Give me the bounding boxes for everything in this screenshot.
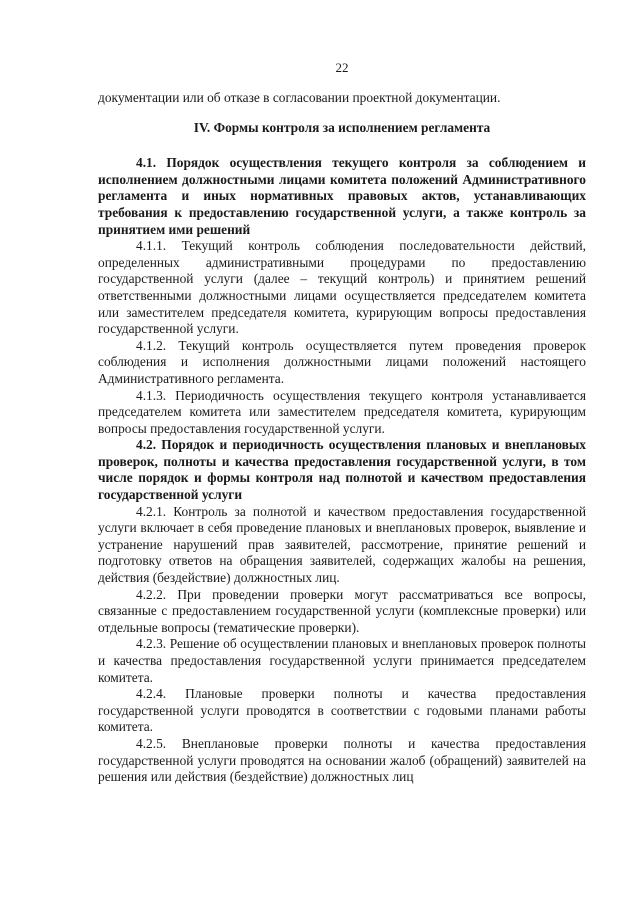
paragraph-4-1-1: 4.1.1. Текущий контроль соблюдения последовательности действий, определенных административными процедурами по предоставлению государственной услуги (далее – текущий контроль) и принятием решений ответственными должностными лицами осуществляется председателем комитета или заместителем председателя комитета, курирующим вопросы предоставления государственной услуги.: [98, 238, 586, 337]
paragraph-4-1-3: 4.1.3. Периодичность осуществления текущего контроля устанавливается председателем комитета или заместителем председателя комитета, курирующим вопросы предоставления государственной услуги.: [98, 387, 586, 436]
document-page: [98, 58, 586, 786]
paragraph-4-2-5: 4.2.5. Внеплановые проверки полноты и качества предоставления государственной услуги проводятся на основании жалоб (обращений) заявителей на решения или действия (бездействие) должностных лиц: [98, 735, 586, 785]
paragraph-4-1-2: 4.1.2. Текущий контроль осуществляется путем проведения проверок соблюдения и исполнения должностными лицами положений настоящего Административного регламента.: [98, 337, 586, 386]
paragraph-4-2-3: 4.2.3. Решение об осуществлении плановых и внеплановых проверок полноты и качества предоставления государственной услуги принимается председателем комитета.: [98, 636, 586, 685]
paragraph-4-2-2: 4.2.2. При проведении проверки могут рассматриваться все вопросы, связанные с предоставлением государственной услуги (комплексные проверки) или отдельные вопросы (тематические проверки).: [98, 586, 586, 635]
paragraph-4-2-4: 4.2.4. Плановые проверки полноты и качества предоставления государственной услуги проводятся в соответствии с годовыми планами работы комитета.: [98, 686, 586, 735]
heading-4-1: 4.1. Порядок осуществления текущего контроля за соблюдением и исполнением должностными лицами комитета положений Административного регламента и иных нормативных правовых актов, устанавливающих требования к предоставлению государственной услуги, а также контроль за принятием ими решений: [98, 155, 586, 237]
page-number: 22: [335, 60, 349, 75]
section-title: IV. Формы контроля за исполнением регламента: [193, 119, 491, 135]
paragraph-continuation: документации или об отказе в согласовании проектной документации.: [98, 90, 501, 105]
paragraph-4-2-1: 4.2.1. Контроль за полнотой и качеством предоставления государственной услуги включает в себя проведение плановых и внеплановых проверок, выявление и устранение нарушений прав заявителей, рассмотрение, принятие решений и подготовку ответов на обращения заявителей, содержащих жалобы на решения, действия (бездействие) должностных лиц.: [98, 503, 586, 586]
heading-4-2: 4.2. Порядок и периодичность осуществления плановых и внеплановых проверок, полноты и качества предоставления государственной услуги, в том числе порядок и формы контроля над полнотой и качеством предоставления государственной услуги: [98, 437, 586, 503]
